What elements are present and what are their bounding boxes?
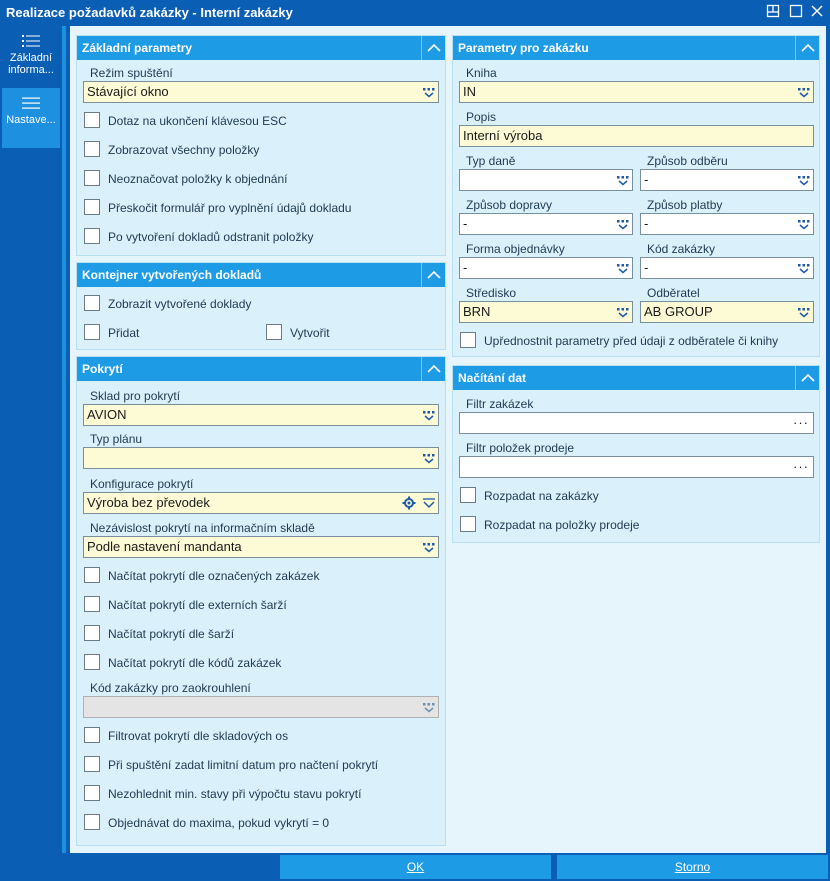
checkbox-label: Zobrazit vytvořené doklady bbox=[108, 297, 252, 311]
rezim-label: Režim spuštění bbox=[90, 66, 173, 80]
checkbox-label: Rozpadat na zakázky bbox=[484, 489, 599, 503]
filtr-polozek-input[interactable] bbox=[459, 456, 814, 478]
dropdown-icon[interactable] bbox=[797, 261, 811, 275]
collapse-icon[interactable] bbox=[421, 36, 445, 60]
checkbox-dotaz-esc[interactable] bbox=[84, 112, 100, 128]
checkbox-kody-zakazek[interactable] bbox=[84, 654, 100, 670]
ok-label: OK bbox=[406, 860, 425, 874]
stredisko-select[interactable] bbox=[459, 301, 633, 323]
checkbox-odstranit[interactable] bbox=[84, 228, 100, 244]
kod-zaokrouhleni-label: Kód zakázky pro zaokrouhlení bbox=[90, 681, 251, 695]
checkbox-min-stavy[interactable] bbox=[84, 785, 100, 801]
checkbox-uprednostnit[interactable] bbox=[460, 332, 476, 348]
checkbox-preskocit[interactable] bbox=[84, 199, 100, 215]
zpusob-odberu-value: - bbox=[644, 172, 649, 187]
checkbox-label: Zobrazovat všechny položky bbox=[108, 143, 260, 157]
gear-icon[interactable] bbox=[402, 496, 416, 510]
checkbox-oznacene-zakazky[interactable] bbox=[84, 567, 100, 583]
popis-value: Interní výroba bbox=[463, 128, 543, 143]
panel-header bbox=[77, 263, 445, 287]
kniha-value: IN bbox=[463, 84, 476, 99]
sidebar-item-label: Nastave... bbox=[6, 114, 56, 126]
kod-zakazky-select[interactable] bbox=[640, 257, 814, 279]
typ-planu-select[interactable] bbox=[83, 447, 439, 469]
dropdown-icon[interactable] bbox=[797, 305, 811, 319]
ok-button[interactable] bbox=[280, 855, 551, 879]
dropdown-icon[interactable] bbox=[616, 173, 630, 187]
kod-zakazky-label: Kód zakázky bbox=[647, 242, 716, 256]
dropdown-icon[interactable] bbox=[422, 540, 436, 554]
filtr-zakazek-input[interactable] bbox=[459, 412, 814, 434]
collapse-icon[interactable] bbox=[421, 263, 445, 287]
rezim-value: Stávající okno bbox=[87, 84, 169, 99]
checkbox-label: Vytvořit bbox=[290, 326, 330, 340]
checkbox-label: Načítat pokrytí dle externích šarží bbox=[108, 598, 287, 612]
zpusob-platby-value: - bbox=[644, 216, 649, 231]
odberatel-label: Odběratel bbox=[647, 286, 700, 300]
checkbox-label: Načítat pokrytí dle šarží bbox=[108, 627, 235, 641]
forma-objednavky-label: Forma objednávky bbox=[466, 242, 565, 256]
panel-title: Základní parametry bbox=[82, 41, 193, 55]
typ-dane-select[interactable] bbox=[459, 169, 633, 191]
checkbox-label: Neoznačovat položky k objednání bbox=[108, 172, 288, 186]
sidebar-item-nastaveni[interactable] bbox=[2, 88, 60, 148]
pin-icon[interactable] bbox=[764, 4, 782, 22]
checkbox-rozpadat-zakazky[interactable] bbox=[460, 487, 476, 503]
dropdown-icon bbox=[422, 700, 436, 714]
popis-input[interactable] bbox=[459, 125, 814, 147]
checkbox-label: Po vytvoření dokladů odstranit položky bbox=[108, 230, 314, 244]
kniha-label: Kniha bbox=[466, 66, 497, 80]
storno-button[interactable] bbox=[557, 855, 828, 879]
checkbox-rozpadat-polozky[interactable] bbox=[460, 516, 476, 532]
checkbox-label: Filtrovat pokrytí dle skladových os bbox=[108, 729, 289, 743]
dropdown-icon[interactable] bbox=[422, 85, 436, 99]
checkbox-label: Přidat bbox=[108, 326, 140, 340]
window-title: Realizace požadavků zakázky - Interní zakázky bbox=[6, 5, 293, 20]
panel-title: Pokrytí bbox=[82, 362, 123, 376]
collapse-icon[interactable] bbox=[795, 366, 819, 390]
sklad-select[interactable] bbox=[83, 404, 439, 426]
panel-title: Načítání dat bbox=[458, 371, 527, 385]
list-icon bbox=[22, 34, 40, 48]
popis-label: Popis bbox=[466, 110, 497, 124]
sidebar bbox=[0, 26, 62, 853]
forma-objednavky-select[interactable] bbox=[459, 257, 633, 279]
checkbox-label: Přeskočit formulář pro vyplnění údajů dokladu bbox=[108, 201, 352, 215]
checkbox-pridat[interactable] bbox=[84, 324, 100, 340]
collapse-icon[interactable] bbox=[795, 36, 819, 60]
kniha-select[interactable] bbox=[459, 81, 814, 103]
zpusob-dopravy-value: - bbox=[463, 216, 468, 231]
filtr-zakazek-label: Filtr zakázek bbox=[466, 397, 534, 411]
dropdown-icon[interactable] bbox=[797, 85, 811, 99]
menu-icon bbox=[22, 96, 40, 110]
zpusob-platby-label: Způsob platby bbox=[647, 198, 723, 212]
checkbox-label: Nezohlednit min. stavy při výpočtu stavu pokrytí bbox=[108, 787, 362, 801]
odberatel-value: AB GROUP bbox=[644, 304, 713, 319]
zpusob-odberu-select[interactable] bbox=[640, 169, 814, 191]
checkbox-label: Upřednostnit parametry před údaji z odběratele či knihy bbox=[484, 334, 779, 348]
checkbox-label: Načítat pokrytí dle kódů zakázek bbox=[108, 656, 282, 670]
dropdown-icon[interactable] bbox=[797, 173, 811, 187]
stredisko-label: Středisko bbox=[466, 286, 517, 300]
maximize-icon[interactable] bbox=[787, 4, 805, 22]
zpusob-odberu-label: Způsob odběru bbox=[647, 154, 728, 168]
typ-dane-label: Typ daně bbox=[466, 154, 516, 168]
checkbox-zobrazovat-vse[interactable] bbox=[84, 141, 100, 157]
dropdown-icon[interactable] bbox=[616, 305, 630, 319]
storno-label: Storno bbox=[674, 860, 711, 874]
checkbox-sarze[interactable] bbox=[84, 625, 100, 641]
dropdown-icon[interactable] bbox=[616, 261, 630, 275]
stredisko-value: BRN bbox=[463, 304, 491, 319]
checkbox-label: Při spuštění zadat limitní datum pro načtení pokrytí bbox=[108, 758, 379, 772]
checkbox-limitni-datum[interactable] bbox=[84, 756, 100, 772]
konfigurace-select[interactable] bbox=[83, 492, 439, 514]
checkbox-externi-sarze[interactable] bbox=[84, 596, 100, 612]
ellipsis-icon[interactable]: ··· bbox=[793, 415, 809, 430]
zpusob-dopravy-select[interactable] bbox=[459, 213, 633, 235]
dropdown-icon[interactable] bbox=[422, 451, 436, 465]
panel-header bbox=[77, 36, 445, 60]
konfigurace-label: Konfigurace pokrytí bbox=[90, 477, 194, 491]
panel-title: Kontejner vytvořených dokladů bbox=[82, 268, 262, 282]
konfigurace-value: Výroba bez převodek bbox=[87, 495, 210, 510]
chevron-down-icon[interactable] bbox=[422, 496, 436, 510]
panel-title: Parametry pro zakázku bbox=[458, 41, 589, 55]
checkbox-zobrazit-doklady[interactable] bbox=[84, 295, 100, 311]
sidebar-item-zakladni-informace[interactable] bbox=[2, 26, 60, 86]
panel-header bbox=[453, 366, 819, 390]
odberatel-select[interactable] bbox=[640, 301, 814, 323]
kod-zakazky-value: - bbox=[644, 260, 649, 275]
close-icon[interactable] bbox=[808, 4, 826, 22]
nezavislost-label: Nezávislost pokrytí na informačním skladě bbox=[90, 521, 315, 535]
sklad-label: Sklad pro pokrytí bbox=[90, 389, 181, 403]
collapse-icon[interactable] bbox=[421, 357, 445, 381]
ellipsis-icon[interactable]: ··· bbox=[793, 459, 809, 474]
panel-header bbox=[453, 36, 819, 60]
sklad-value: AVION bbox=[87, 407, 127, 422]
filtr-polozek-label: Filtr položek prodeje bbox=[466, 441, 575, 455]
title-bar bbox=[0, 0, 830, 26]
checkbox-neoznacovat[interactable] bbox=[84, 170, 100, 186]
dropdown-icon[interactable] bbox=[616, 217, 630, 231]
forma-objednavky-value: - bbox=[463, 260, 468, 275]
checkbox-do-maxima[interactable] bbox=[84, 814, 100, 830]
checkbox-label: Načítat pokrytí dle označených zakázek bbox=[108, 569, 320, 583]
checkbox-label: Dotaz na ukončení klávesou ESC bbox=[108, 114, 287, 128]
typ-planu-label: Typ plánu bbox=[90, 432, 143, 446]
zpusob-platby-select[interactable] bbox=[640, 213, 814, 235]
checkbox-vytvorit[interactable] bbox=[266, 324, 282, 340]
dropdown-icon[interactable] bbox=[797, 217, 811, 231]
nezavislost-select[interactable] bbox=[83, 536, 439, 558]
sidebar-item-label: Základní informa... bbox=[8, 52, 54, 76]
checkbox-label: Rozpadat na položky prodeje bbox=[484, 518, 640, 532]
zpusob-dopravy-label: Způsob dopravy bbox=[466, 198, 553, 212]
checkbox-label: Objednávat do maxima, pokud vykrytí = 0 bbox=[108, 816, 330, 830]
kod-zaokrouhleni-select bbox=[83, 696, 439, 718]
checkbox-skladove-osy[interactable] bbox=[84, 727, 100, 743]
panel-header bbox=[77, 357, 445, 381]
dropdown-icon[interactable] bbox=[422, 408, 436, 422]
nezavislost-value: Podle nastavení mandanta bbox=[87, 539, 242, 554]
rezim-select[interactable] bbox=[83, 81, 439, 103]
